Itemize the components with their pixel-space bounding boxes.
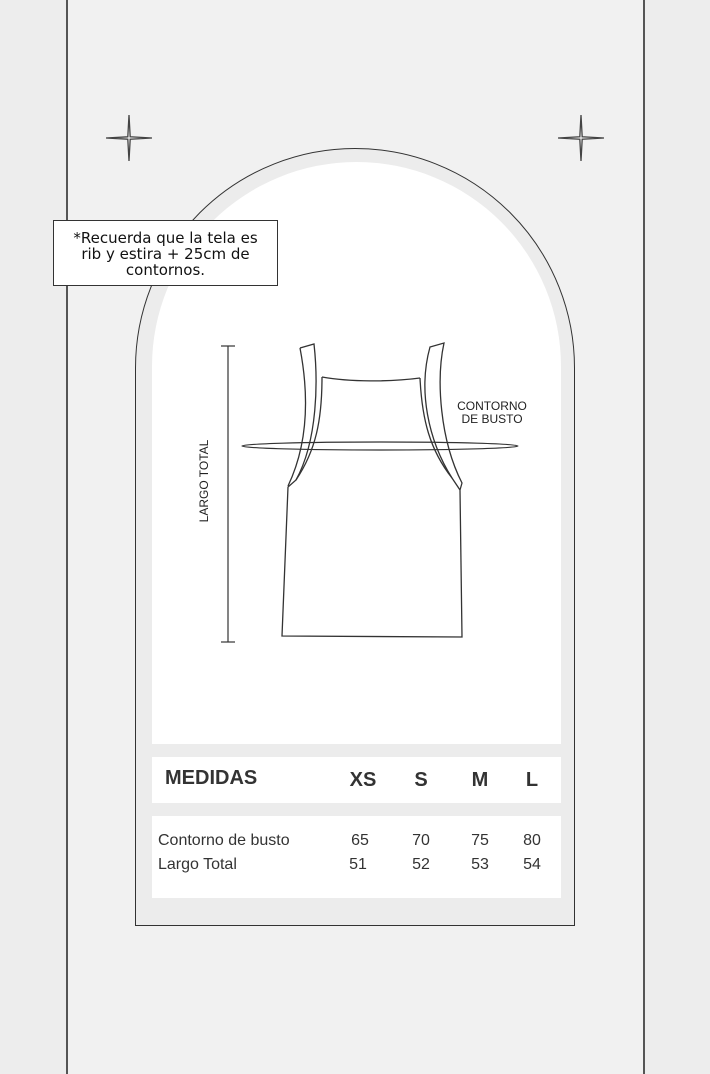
largo-total-label: LARGO TOTAL <box>197 439 211 523</box>
table-row: Largo Total 51 52 53 54 <box>158 856 541 873</box>
table-row: Contorno de busto 65 70 75 80 <box>158 832 541 849</box>
sparkle-icon <box>558 115 604 161</box>
size-l: L <box>525 769 539 791</box>
size-m: M <box>471 769 489 791</box>
left-border-line <box>66 0 68 1074</box>
table-title: MEDIDAS <box>165 767 258 789</box>
size-table-header <box>152 757 561 803</box>
size-s: S <box>414 769 428 791</box>
right-border-line <box>643 0 645 1074</box>
contorno-busto-label: CONTORNO DE BUSTO <box>457 399 527 426</box>
sparkle-icon <box>106 115 152 161</box>
size-xs: XS <box>349 769 377 791</box>
fabric-note: *Recuerda que la tela es rib y estira + 25cm de contornos. <box>53 220 278 286</box>
size-table-body <box>152 816 561 898</box>
